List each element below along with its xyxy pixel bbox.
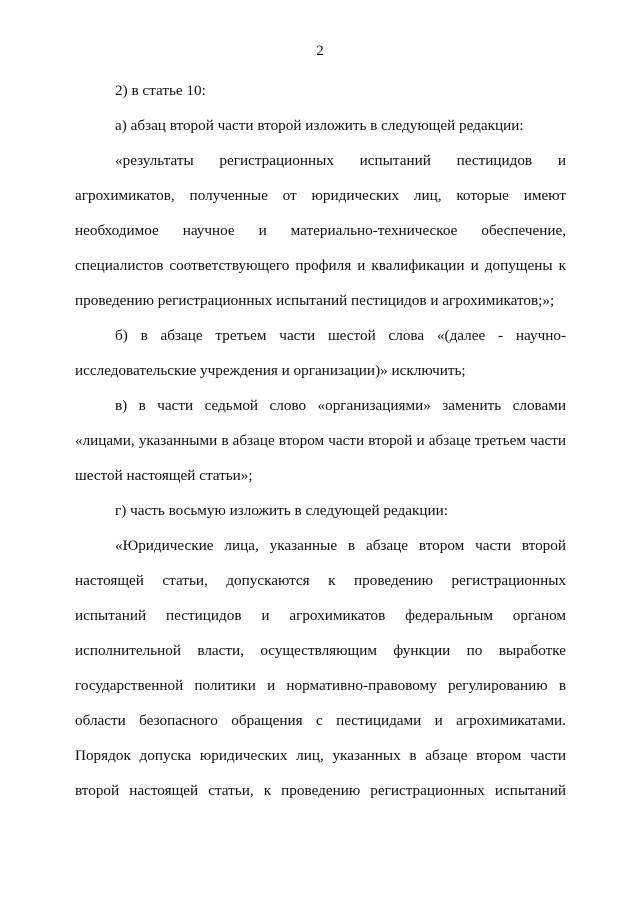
document-body xyxy=(75,73,566,808)
text-line: государственной политики и нормативно-правовому регулированию в xyxy=(75,677,566,694)
page-number: 2 xyxy=(316,43,324,59)
text-line: агрохимикатов, полученные от юридических лиц, которые имеют xyxy=(75,187,566,204)
text-line: г) часть восьмую изложить в следующей редакции: xyxy=(115,502,448,519)
paragraph-item-g xyxy=(75,493,566,528)
text-line: в) в части седьмой слово «организациями» заменить словами xyxy=(115,397,566,414)
paragraph-article-10 xyxy=(75,73,566,108)
text-line: 2) в статье 10: xyxy=(115,82,206,99)
text-line: проведению регистрационных испытаний пестицидов и агрохимикатов;»; xyxy=(75,292,555,309)
text-line: необходимое научное и материально-техническое обеспечение, xyxy=(75,222,566,239)
text-line: «Юридические лица, указанные в абзаце втором части второй xyxy=(115,537,566,554)
text-line: шестой настоящей статьи»; xyxy=(75,467,253,484)
paragraph-quote-legal-entities xyxy=(75,528,566,808)
text-line: области безопасного обращения с пестицидами и агрохимикатами. xyxy=(75,712,566,729)
paragraph-item-b xyxy=(75,318,566,388)
text-line: «результаты регистрационных испытаний пестицидов и xyxy=(115,152,566,169)
paragraph-item-a xyxy=(75,108,566,143)
paragraph-item-v xyxy=(75,388,566,493)
text-line: Порядок допуска юридических лиц, указанных в абзаце втором части xyxy=(75,747,566,764)
text-line: исполнительной власти, осуществляющим функции по выработке xyxy=(75,642,566,659)
paragraph-quote-results xyxy=(75,143,566,318)
text-line: испытаний пестицидов и агрохимикатов федеральным органом xyxy=(75,607,566,624)
text-line: второй настоящей статьи, к проведению регистрационных испытаний xyxy=(75,782,566,799)
text-line: «лицами, указанными в абзаце втором части второй и абзаце третьем части xyxy=(75,432,566,449)
text-line: исследовательские учреждения и организации)» исключить; xyxy=(75,362,466,379)
text-line: специалистов соответствующего профиля и квалификации и допущены к xyxy=(75,257,566,274)
text-line: настоящей статьи, допускаются к проведению регистрационных xyxy=(75,572,566,589)
text-line: б) в абзаце третьем части шестой слова «(далее - научно- xyxy=(115,327,566,344)
text-line: а) абзац второй части второй изложить в следующей редакции: xyxy=(115,117,524,134)
